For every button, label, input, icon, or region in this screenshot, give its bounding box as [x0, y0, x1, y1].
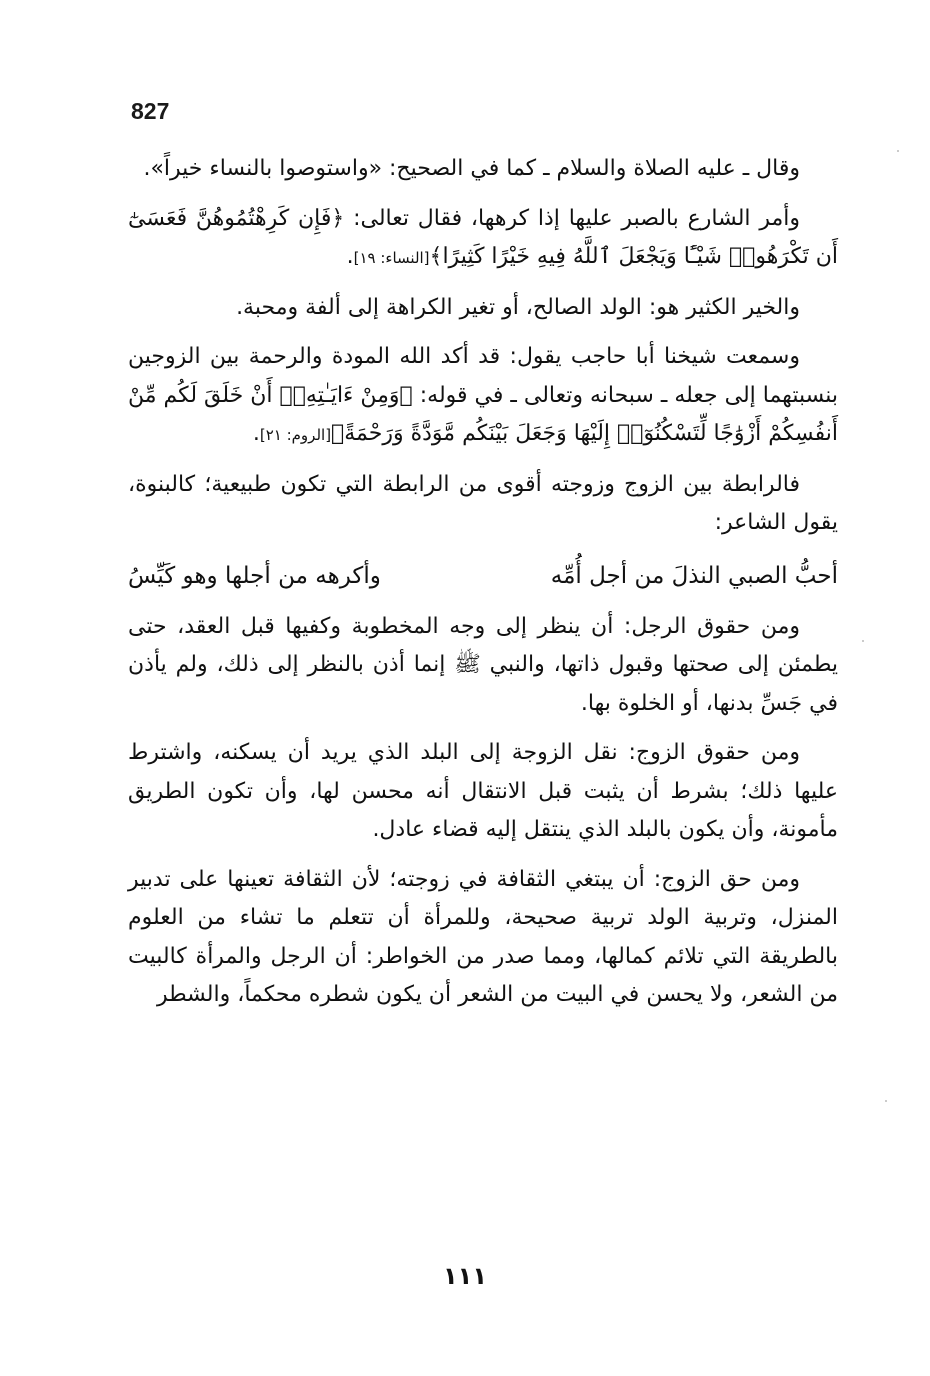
- poem-verse: [128, 554, 838, 598]
- verse-citation: [الروم: ٢١]: [259, 426, 332, 444]
- paragraph-text: فالرابطة بين الزوج وزوجته أقوى من الرابطة التي تكون طبيعية؛ كالبنوة، يقول الشاعر:: [128, 471, 838, 535]
- poem-hemistich-second: وأكرهه من أجلها وهو كَيِّسُ: [128, 562, 381, 589]
- poem-hemistich-first: أحبُّ الصبي النذلَ من أجل أُمِّه: [550, 562, 838, 589]
- paragraph-man-rights: ومن حقوق الرجل: أن ينظر إلى وجه المخطوبة وكفيها قبل العقد، حتى يطمئن إلى صحتها وقبول ذاتها، والنبي ﷺ إنما أذن بالنظر إلى ذلك، ولم يأذن في جَسِّ بدنها، أو الخلوة بها.: [128, 613, 838, 716]
- verse-citation: [النساء: ١٩]: [353, 249, 430, 267]
- scan-page-number: 827: [131, 98, 170, 124]
- paragraph-bond: [128, 466, 838, 543]
- paragraph-text: والخير الكثير هو: الولد الصالح، أو تغير الكراهة إلى ألفة ومحبة.: [236, 294, 800, 320]
- quran-verse: ﴿وَمِنْ ءَايَـٰتِهِۦٓ أَنْ خَلَقَ لَكُم مِّنْ أَنفُسِكُمْ أَزْوَٰجًا لِّتَسْكُنُوٓا۟ إِلَيْهَا وَجَعَلَ بَيْنَكُم مَّوَدَّةً وَرَحْمَةً﴾: [128, 382, 838, 446]
- paragraph-text: وأمر الشارع بالصبر عليها إذا كرهها، فقال تعالى:: [344, 205, 800, 231]
- page-body: [128, 150, 838, 1026]
- scan-speck: [885, 1100, 887, 1102]
- paragraph-text: وقال ـ عليه الصلاة والسلام ـ كما في الصحيح: «واستوصوا بالنساء خيراً».: [143, 156, 800, 181]
- scan-speck: [897, 150, 899, 152]
- paragraph-much-good: [128, 289, 838, 328]
- paragraph-husband-relocation: ومن حقوق الزوج: نقل الزوجة إلى البلد الذي يريد أن يسكنه، واشترط عليها ذلك؛ بشرط أن يثبت قبل الانتقال أنه محسن لها، وأن تكون الطريق مأمونة، وأن يكون بالبلد الذي ينتقل إليه قضاء عادل.: [128, 740, 838, 842]
- paragraph-husband-education: ومن حق الزوج: أن يبتغي الثقافة في زوجته؛ لأن الثقافة تعينها على تدبير المنزل، وتربية الولد تربية صحيحة، وللمرأة أن تتعلم ما تشاء من العلوم بالطريقة التي تلائم كمالها، ومما صدر من الخواطر: أن الرجل والمرأة كالبيت من الشعر، ولا يحسن في البيت من الشعر أن يكون شطره محكماً، والشطر: [128, 866, 838, 1007]
- paragraph-tail: .: [252, 421, 260, 446]
- paragraph-hadith: [128, 150, 838, 189]
- paragraph-tail: .: [346, 244, 354, 269]
- paragraph-sheikh-quote: [128, 338, 838, 455]
- paragraph-patience-verse: [128, 200, 838, 278]
- scan-speck: [862, 640, 864, 642]
- quran-verse: ﴿فَإِن كَرِهْتُمُوهُنَّ فَعَسَىٰٓ أَن تَكْرَهُوا۟ شَيْـًٔا وَيَجْعَلَ ٱللَّهُ فِيهِ خَيْرًا كَثِيرًا﴾: [128, 205, 838, 269]
- page-number: ١١١: [443, 1262, 487, 1290]
- paragraph-text: وسمعت شيخنا أبا حاجب يقول: قد أكد الله المودة والرحمة بين الزوجين بنسبتهما إلى جعله ـ سبحانه وتعالى ـ في قوله:: [128, 344, 838, 408]
